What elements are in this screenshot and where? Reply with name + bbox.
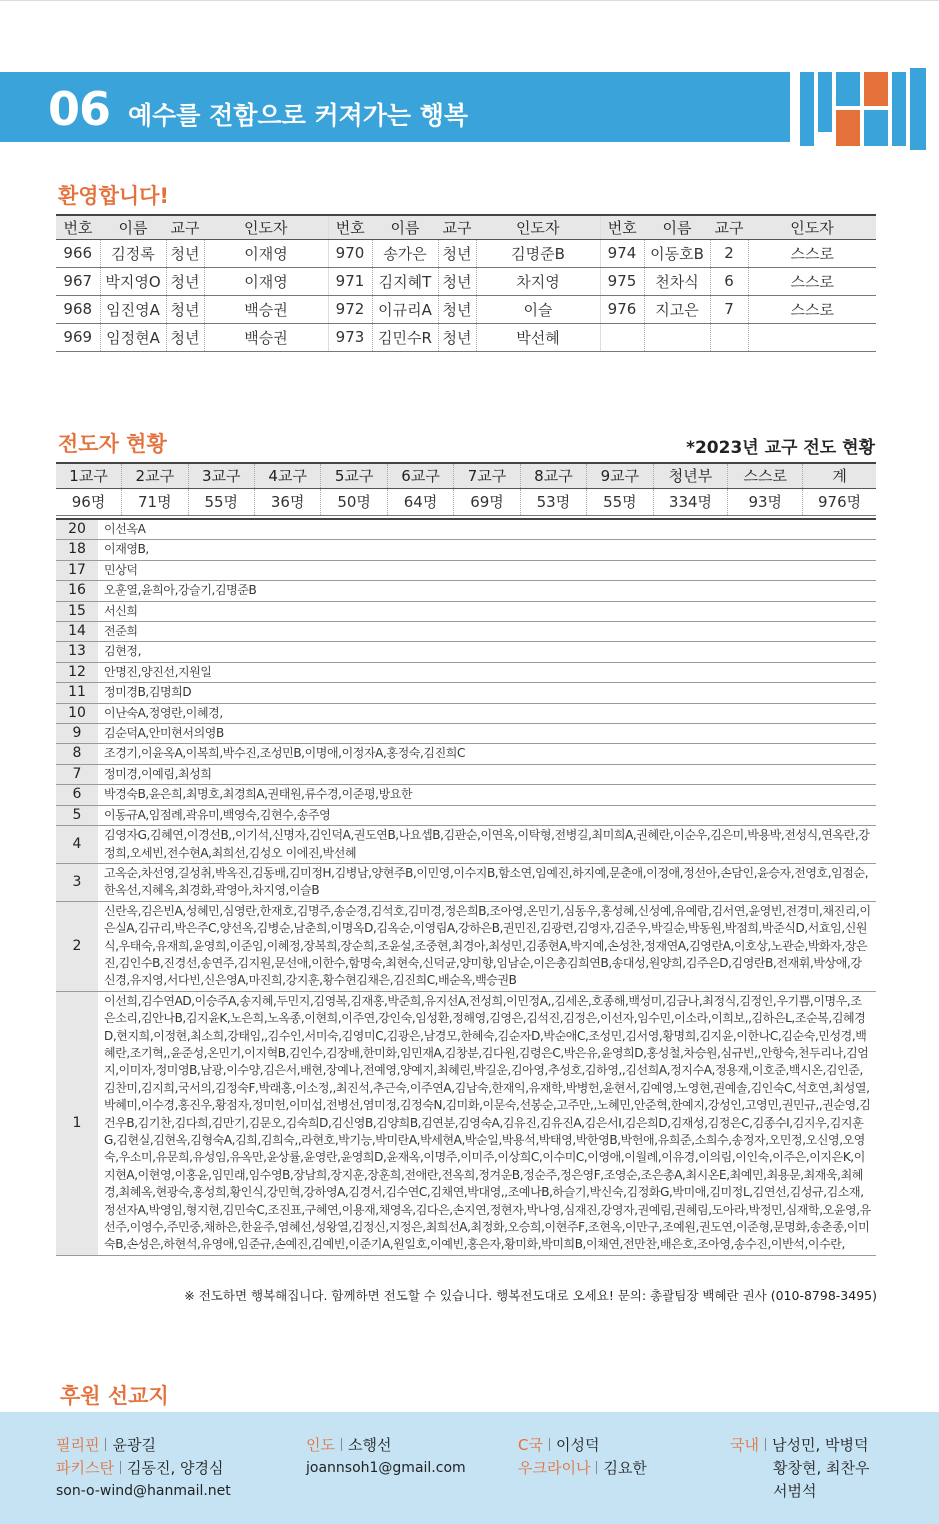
header-no: 번호 xyxy=(328,215,372,239)
welcome-table xyxy=(56,214,876,352)
stat-value: 93명 xyxy=(728,488,803,515)
stat-value: 53명 xyxy=(520,488,586,515)
mission-col-3 xyxy=(518,1434,647,1480)
country-label: 인도 xyxy=(306,1436,335,1454)
missionary-names: 서범석 xyxy=(773,1482,817,1500)
rank-count: 2 xyxy=(56,901,98,991)
rank-row xyxy=(56,683,876,703)
welcome-cell-guide: 스스로 xyxy=(748,295,876,323)
welcome-row xyxy=(56,267,876,295)
missionary-names: 이성덕 xyxy=(555,1436,600,1454)
country-label: 필리핀 xyxy=(56,1436,100,1454)
section-header xyxy=(0,68,939,150)
header-no: 번호 xyxy=(600,215,644,239)
rank-names: 정미경,이예림,최성희 xyxy=(98,764,876,784)
country-label: 파키스탄 xyxy=(56,1459,114,1477)
missionary-names: 소행선 xyxy=(347,1436,392,1454)
welcome-header-row xyxy=(56,215,876,239)
rank-count: 8 xyxy=(56,744,98,764)
welcome-cell-name xyxy=(644,323,710,351)
rank-names: 이선희,김수연AD,이승주A,송지혜,두민지,김영복,김재홍,박준희,유지선A,전성희,이민정A,,김세온,호종해,백성미,김금나,최정식,김정인,우기쁨,이명우,조은소리,김안나B,김지윤K,노은희,노옥종,이현희,이주연,강인숙,임성환,정해영,김영은,김석진,김정은,이선자,임수민,이소라,이희보,,김하은L,조순복,김혜경D,현지희,이정현,최소희,강태임,,김수인,서미숙,김영미C,김광은,남경모,한혜숙,김순자D,박순애C,조성민,김서영,황명희,김지윤,이한나C,김순숙,민성경,백혜란,조기혁,,윤준성,온민기,이지혁B,김인수,김장배,한미화,임민재A,김창분,김다원,김령은C,박은유,윤영희D,홍성철,차승원,심규빈,,안항숙,천두리나,김엄지,이미자,정미영B,남광,이수양,김은서,배현,장예나,전예영,양예지,최혜린,박길운,김아영,추성호,김하영,,김선희A,정지수A,정용재,이호준,백시온,김인준,김찬미,김지희,국서의,김정숙F,박래홍,이소정,,최진석,추근숙,이주연A,김남숙,한재익,유재학,박병헌,윤현서,김예영,노영현,권예솔,김인숙C,석호연,최성열,박혜미,이수경,홍진우,황점자,정미헌,이미섭,전병선,염미정,김정숙N,김미화,이문숙,선봉순,고주만,,노혜민,안준혁,한예지,강성인,고영민,권민규,,권순영,김건우B,김기찬,김다희,김만기,김문오,김숙희D,김신영B,김양희B,김연분,김영숙A,김유진,김유진A,김은서I,김은희D,김재성,김정은C,김종수I,김지우,김지훈G,김현실,김현옥,김형숙A,김희,김희숙,,라현호,박기능,박미란A,박세현A,박순일,박용석,박태영,박한영B,박헌애,유희준,소희수,송정자,오민정,오신영,오영숙,우소미,유문희,유성임,유옥만,윤상률,윤영란,윤영희D,윤재옥,이명주,이미주,이상희C,이수미C,이영애,이월례,이유경,이의림,이인숙,이주은,이지은K,이지현A,이현영,이홍윤,임민래,임수영B,장남희,장지훈,장훈희,전애란,전옥희,정겨운B,정순주,정은영F,조영순,조은총A,최시온E,최예민,최용문,최재욱,최혜경,최혜옥,현광숙,홍성희,황인식,강민혁,강하영A,김경서,김수연C,김채연,박대영,,조예나B,하슬기,박신숙,김정화G,박미애,김미정L,김연선,김성규,김소재,정선자A,박영임,형지현,김민숙C,조진표,구혜연,이용재,채영옥,김다은,손지연,정현자,박나영,심재진,강영자,권예림,권혜림,도아라,박정민,심재학,오윤영,유선주,이영수,주민중,채하은,한윤주,염혜선,성왕열,김정신,지정은,최희선A,최정화,오승희,이현주F,조현옥,이만구,조예원,권도연,이준형,문명화,송춘종,이미숙B,손성은,하현석,유영애,임준규,손예진,김예빈,이준기A,원일호,이예빈,홍은자,황미화,박미희B,이채연,전만찬,배은호,조아영,송수진,이반석,이수란, xyxy=(98,991,876,1255)
rank-row xyxy=(56,581,876,601)
welcome-cell-no: 968 xyxy=(56,295,100,323)
country-label: 국내 xyxy=(730,1436,759,1454)
stat-header: 8교구 xyxy=(520,463,586,488)
header-name: 이름 xyxy=(100,215,166,239)
missionary-names: 황창현, 최찬우 xyxy=(773,1459,870,1477)
missionary-names: 김동진, 양경심 xyxy=(126,1459,224,1477)
rank-names: 박경숙B,윤은희,최명호,최경희A,권태원,류수경,이준평,방요한 xyxy=(98,785,876,805)
rank-count: 9 xyxy=(56,724,98,744)
missionary-email[interactable]: son-o-wind@hanmail.net xyxy=(56,1483,231,1499)
welcome-cell-parish: 청년 xyxy=(166,323,204,351)
rank-row xyxy=(56,540,876,560)
header-guide: 인도자 xyxy=(476,215,600,239)
welcome-cell-name: 지고은 xyxy=(644,295,710,323)
welcome-cell-guide: 이재영 xyxy=(204,239,328,267)
welcome-cell-parish: 청년 xyxy=(166,295,204,323)
parish-stats-table xyxy=(56,462,876,516)
stat-header: 5교구 xyxy=(321,463,387,488)
welcome-cell-parish: 청년 xyxy=(166,239,204,267)
rank-count: 15 xyxy=(56,601,98,621)
welcome-cell-parish: 청년 xyxy=(438,267,476,295)
welcome-cell-guide: 백승권 xyxy=(204,295,328,323)
missionary-email[interactable]: joannsoh1@gmail.com xyxy=(306,1460,466,1476)
stat-header: 6교구 xyxy=(387,463,453,488)
welcome-cell-no xyxy=(600,323,644,351)
rank-count: 12 xyxy=(56,662,98,682)
stat-value: 334명 xyxy=(653,488,728,515)
stat-value: 36명 xyxy=(254,488,320,515)
header-band xyxy=(0,72,790,142)
stat-header: 스스로 xyxy=(728,463,803,488)
rank-count: 14 xyxy=(56,622,98,642)
welcome-cell-no: 974 xyxy=(600,239,644,267)
stat-value: 55명 xyxy=(587,488,653,515)
mission-row xyxy=(56,1457,231,1480)
stats-value-row xyxy=(56,488,876,515)
rank-count: 11 xyxy=(56,683,98,703)
stat-value: 69명 xyxy=(454,488,520,515)
welcome-cell-no: 966 xyxy=(56,239,100,267)
rank-names: 서신희 xyxy=(98,601,876,621)
welcome-cell-name: 이동호B xyxy=(644,239,710,267)
mission-col-4 xyxy=(730,1434,869,1503)
rank-row xyxy=(56,805,876,825)
mission-row xyxy=(56,1434,231,1457)
stat-header: 청년부 xyxy=(653,463,728,488)
rank-names: 정미경B,김명희D xyxy=(98,683,876,703)
welcome-title: 환영합니다! xyxy=(58,184,170,208)
rank-count: 5 xyxy=(56,805,98,825)
rank-row xyxy=(56,744,876,764)
welcome-cell-no: 970 xyxy=(328,239,372,267)
rank-names: 전준희 xyxy=(98,622,876,642)
welcome-cell-guide: 이재영 xyxy=(204,267,328,295)
rank-count: 4 xyxy=(56,826,98,864)
welcome-cell-parish: 7 xyxy=(710,295,748,323)
stat-value: 71명 xyxy=(122,488,188,515)
rank-row xyxy=(56,642,876,662)
rank-names: 신란옥,김은빈A,성혜민,심영란,한재호,김명주,송순경,김석호,김미경,정은희B,조아영,온민기,심동우,홍성혜,신성예,유예람,김서연,윤영빈,전경미,채진리,이은실A,김규리,박은주C,양선옥,김병순,남춘희,이명옥D,김옥순,이영림A,강하은B,권민진,김광련,김영자,김준우,박길순,박동원,박점희,박준식D,서효임,신원식,우태숙,유재희,윤영희,이준임,이혜정,장복희,장순희,조윤설,조중현,최경아,최성민,김종현A,박지예,손성찬,정재연A,김영란A,이호상,노관순,박화자,장은진,김인수B,진경선,송연주,김지원,문선애,이한수,함명숙,최현숙,신덕균,양미향,임남순,이은총김희연B,송대성,원양희,김주은D,김영란B,전재휘,박상애,강신경,유지영,서다빈,신은영A,마진희,강지훈,황수현김채은,김진희C,배순옥,백승권B xyxy=(98,901,876,991)
rank-names: 이재영B, xyxy=(98,540,876,560)
section-title: 예수를 전함으로 커져가는 행복 xyxy=(128,101,469,130)
welcome-cell-no: 973 xyxy=(328,323,372,351)
rank-count: 17 xyxy=(56,560,98,580)
stat-header: 1교구 xyxy=(56,463,122,488)
rank-row xyxy=(56,622,876,642)
rank-count: 6 xyxy=(56,785,98,805)
rank-row xyxy=(56,901,876,991)
welcome-cell-name: 박지영O xyxy=(100,267,166,295)
header-guide: 인도자 xyxy=(748,215,876,239)
rank-count: 20 xyxy=(56,519,98,540)
welcome-cell-name: 이규리A xyxy=(372,295,438,323)
stat-header: 계 xyxy=(803,463,876,488)
missionaries-title: 후원 선교지 xyxy=(60,1384,169,1408)
header-parish: 교구 xyxy=(710,215,748,239)
welcome-cell-name: 천차식 xyxy=(644,267,710,295)
header-guide: 인도자 xyxy=(204,215,328,239)
welcome-cell-name: 임진영A xyxy=(100,295,166,323)
rank-names: 민상덕 xyxy=(98,560,876,580)
rank-count: 7 xyxy=(56,764,98,784)
evangelism-footnote: ※ 전도하면 행복해집니다. 함께하면 전도할 수 있습니다. 행복전도대로 오세요! 문의: 총괄팀장 백혜란 권사 (010-8798-3495) xyxy=(184,1288,877,1303)
stats-header-row xyxy=(56,463,876,488)
stat-header: 3교구 xyxy=(188,463,254,488)
evangelism-note: *2023년 교구 전도 현황 xyxy=(686,438,875,458)
rank-row xyxy=(56,785,876,805)
top-border-line xyxy=(0,0,939,1)
rank-names: 이동규A,임점례,곽유미,백영숙,김현수,송주영 xyxy=(98,805,876,825)
rank-row xyxy=(56,863,876,901)
welcome-cell-guide: 김명준B xyxy=(476,239,600,267)
welcome-row xyxy=(56,295,876,323)
welcome-cell-parish: 2 xyxy=(710,239,748,267)
rank-names: 김순덕A,안미현서의영B xyxy=(98,724,876,744)
mission-col-2 xyxy=(306,1434,466,1480)
rank-row xyxy=(56,826,876,864)
welcome-cell-no: 972 xyxy=(328,295,372,323)
stat-header: 4교구 xyxy=(254,463,320,488)
missionary-names: 윤광길 xyxy=(112,1436,156,1454)
welcome-row xyxy=(56,323,876,351)
missionaries-panel xyxy=(0,1412,939,1524)
mission-row xyxy=(306,1434,466,1457)
rank-count: 10 xyxy=(56,703,98,723)
welcome-cell-parish: 청년 xyxy=(166,267,204,295)
stat-header: 7교구 xyxy=(454,463,520,488)
evangelist-rank-table xyxy=(56,518,876,1256)
rank-count: 1 xyxy=(56,991,98,1255)
welcome-cell-name: 임정현A xyxy=(100,323,166,351)
welcome-cell-name: 송가은 xyxy=(372,239,438,267)
missionary-names: 김요한 xyxy=(603,1459,647,1477)
stat-value: 55명 xyxy=(188,488,254,515)
welcome-cell-parish: 청년 xyxy=(438,239,476,267)
section-number: 06 xyxy=(48,82,111,136)
welcome-cell-guide: 박선혜 xyxy=(476,323,600,351)
welcome-cell-guide: 백승권 xyxy=(204,323,328,351)
welcome-cell-name: 김지혜T xyxy=(372,267,438,295)
welcome-cell-parish: 청년 xyxy=(438,323,476,351)
rank-count: 18 xyxy=(56,540,98,560)
welcome-cell-guide: 이슬 xyxy=(476,295,600,323)
welcome-row xyxy=(56,239,876,267)
welcome-cell-parish: 6 xyxy=(710,267,748,295)
rank-row xyxy=(56,662,876,682)
stat-header: 9교구 xyxy=(587,463,653,488)
welcome-cell-parish: 청년 xyxy=(438,295,476,323)
welcome-cell-guide xyxy=(748,323,876,351)
rank-count: 16 xyxy=(56,581,98,601)
missionary-names: 남성민, 박병덕 xyxy=(771,1436,869,1454)
stat-value: 96명 xyxy=(56,488,122,515)
stat-value: 50명 xyxy=(321,488,387,515)
church-logo-icon xyxy=(800,68,928,150)
mission-col-1 xyxy=(56,1434,231,1503)
welcome-cell-no: 975 xyxy=(600,267,644,295)
header-parish: 교구 xyxy=(438,215,476,239)
welcome-cell-no: 969 xyxy=(56,323,100,351)
rank-row xyxy=(56,560,876,580)
rank-row xyxy=(56,724,876,744)
welcome-cell-guide: 스스로 xyxy=(748,267,876,295)
welcome-cell-guide: 차지영 xyxy=(476,267,600,295)
rank-row xyxy=(56,703,876,723)
rank-row xyxy=(56,519,876,540)
rank-names: 오훈열,윤희아,강슬기,김명준B xyxy=(98,581,876,601)
stat-value: 976명 xyxy=(803,488,876,515)
rank-names: 안명진,양진선,지원일 xyxy=(98,662,876,682)
country-label: 우크라이나 xyxy=(518,1459,591,1477)
welcome-cell-guide: 스스로 xyxy=(748,239,876,267)
rank-names: 조경기,이윤옥A,이복희,박수진,조성민B,이명애,이정자A,홍정숙,김진희C xyxy=(98,744,876,764)
welcome-cell-no: 976 xyxy=(600,295,644,323)
welcome-cell-no: 967 xyxy=(56,267,100,295)
mission-row xyxy=(730,1434,869,1457)
header-no: 번호 xyxy=(56,215,100,239)
evangelism-title: 전도자 현황 xyxy=(58,432,167,456)
welcome-cell-parish xyxy=(710,323,748,351)
welcome-cell-no: 971 xyxy=(328,267,372,295)
rank-row xyxy=(56,991,876,1255)
rank-names: 김현정, xyxy=(98,642,876,662)
rank-names: 김영자G,김혜연,이경선B,,이기석,신명자,김인덕A,권도연B,나요셉B,김판순,이연옥,이탁형,전병길,최미희A,권혜란,이순우,김은미,박용박,전성식,연옥란,강정희,오세빈,전수현A,최희선,김성오 이에진,박선혜 xyxy=(98,826,876,864)
rank-names: 이선옥A xyxy=(98,519,876,540)
welcome-cell-name: 김정록 xyxy=(100,239,166,267)
mission-row xyxy=(518,1457,647,1480)
rank-row xyxy=(56,764,876,784)
mission-row xyxy=(518,1434,647,1457)
rank-count: 3 xyxy=(56,863,98,901)
header-name: 이름 xyxy=(372,215,438,239)
rank-names: 고옥순,차선영,길성취,박옥진,김동배,김미정H,김병남,양현주B,이민영,이수지B,함소연,임예진,하지예,문춘애,이정애,정선아,손담인,윤승자,전영호,임점순,한옥선,지혜옥,최경화,곽영아,차지영,이슬B xyxy=(98,863,876,901)
header-parish: 교구 xyxy=(166,215,204,239)
stat-value: 64명 xyxy=(387,488,453,515)
rank-names: 이난숙A,정영란,이혜경, xyxy=(98,703,876,723)
header-name: 이름 xyxy=(644,215,710,239)
rank-count: 13 xyxy=(56,642,98,662)
rank-row xyxy=(56,601,876,621)
country-label: C국 xyxy=(518,1436,543,1454)
stat-header: 2교구 xyxy=(122,463,188,488)
welcome-cell-name: 김민수R xyxy=(372,323,438,351)
